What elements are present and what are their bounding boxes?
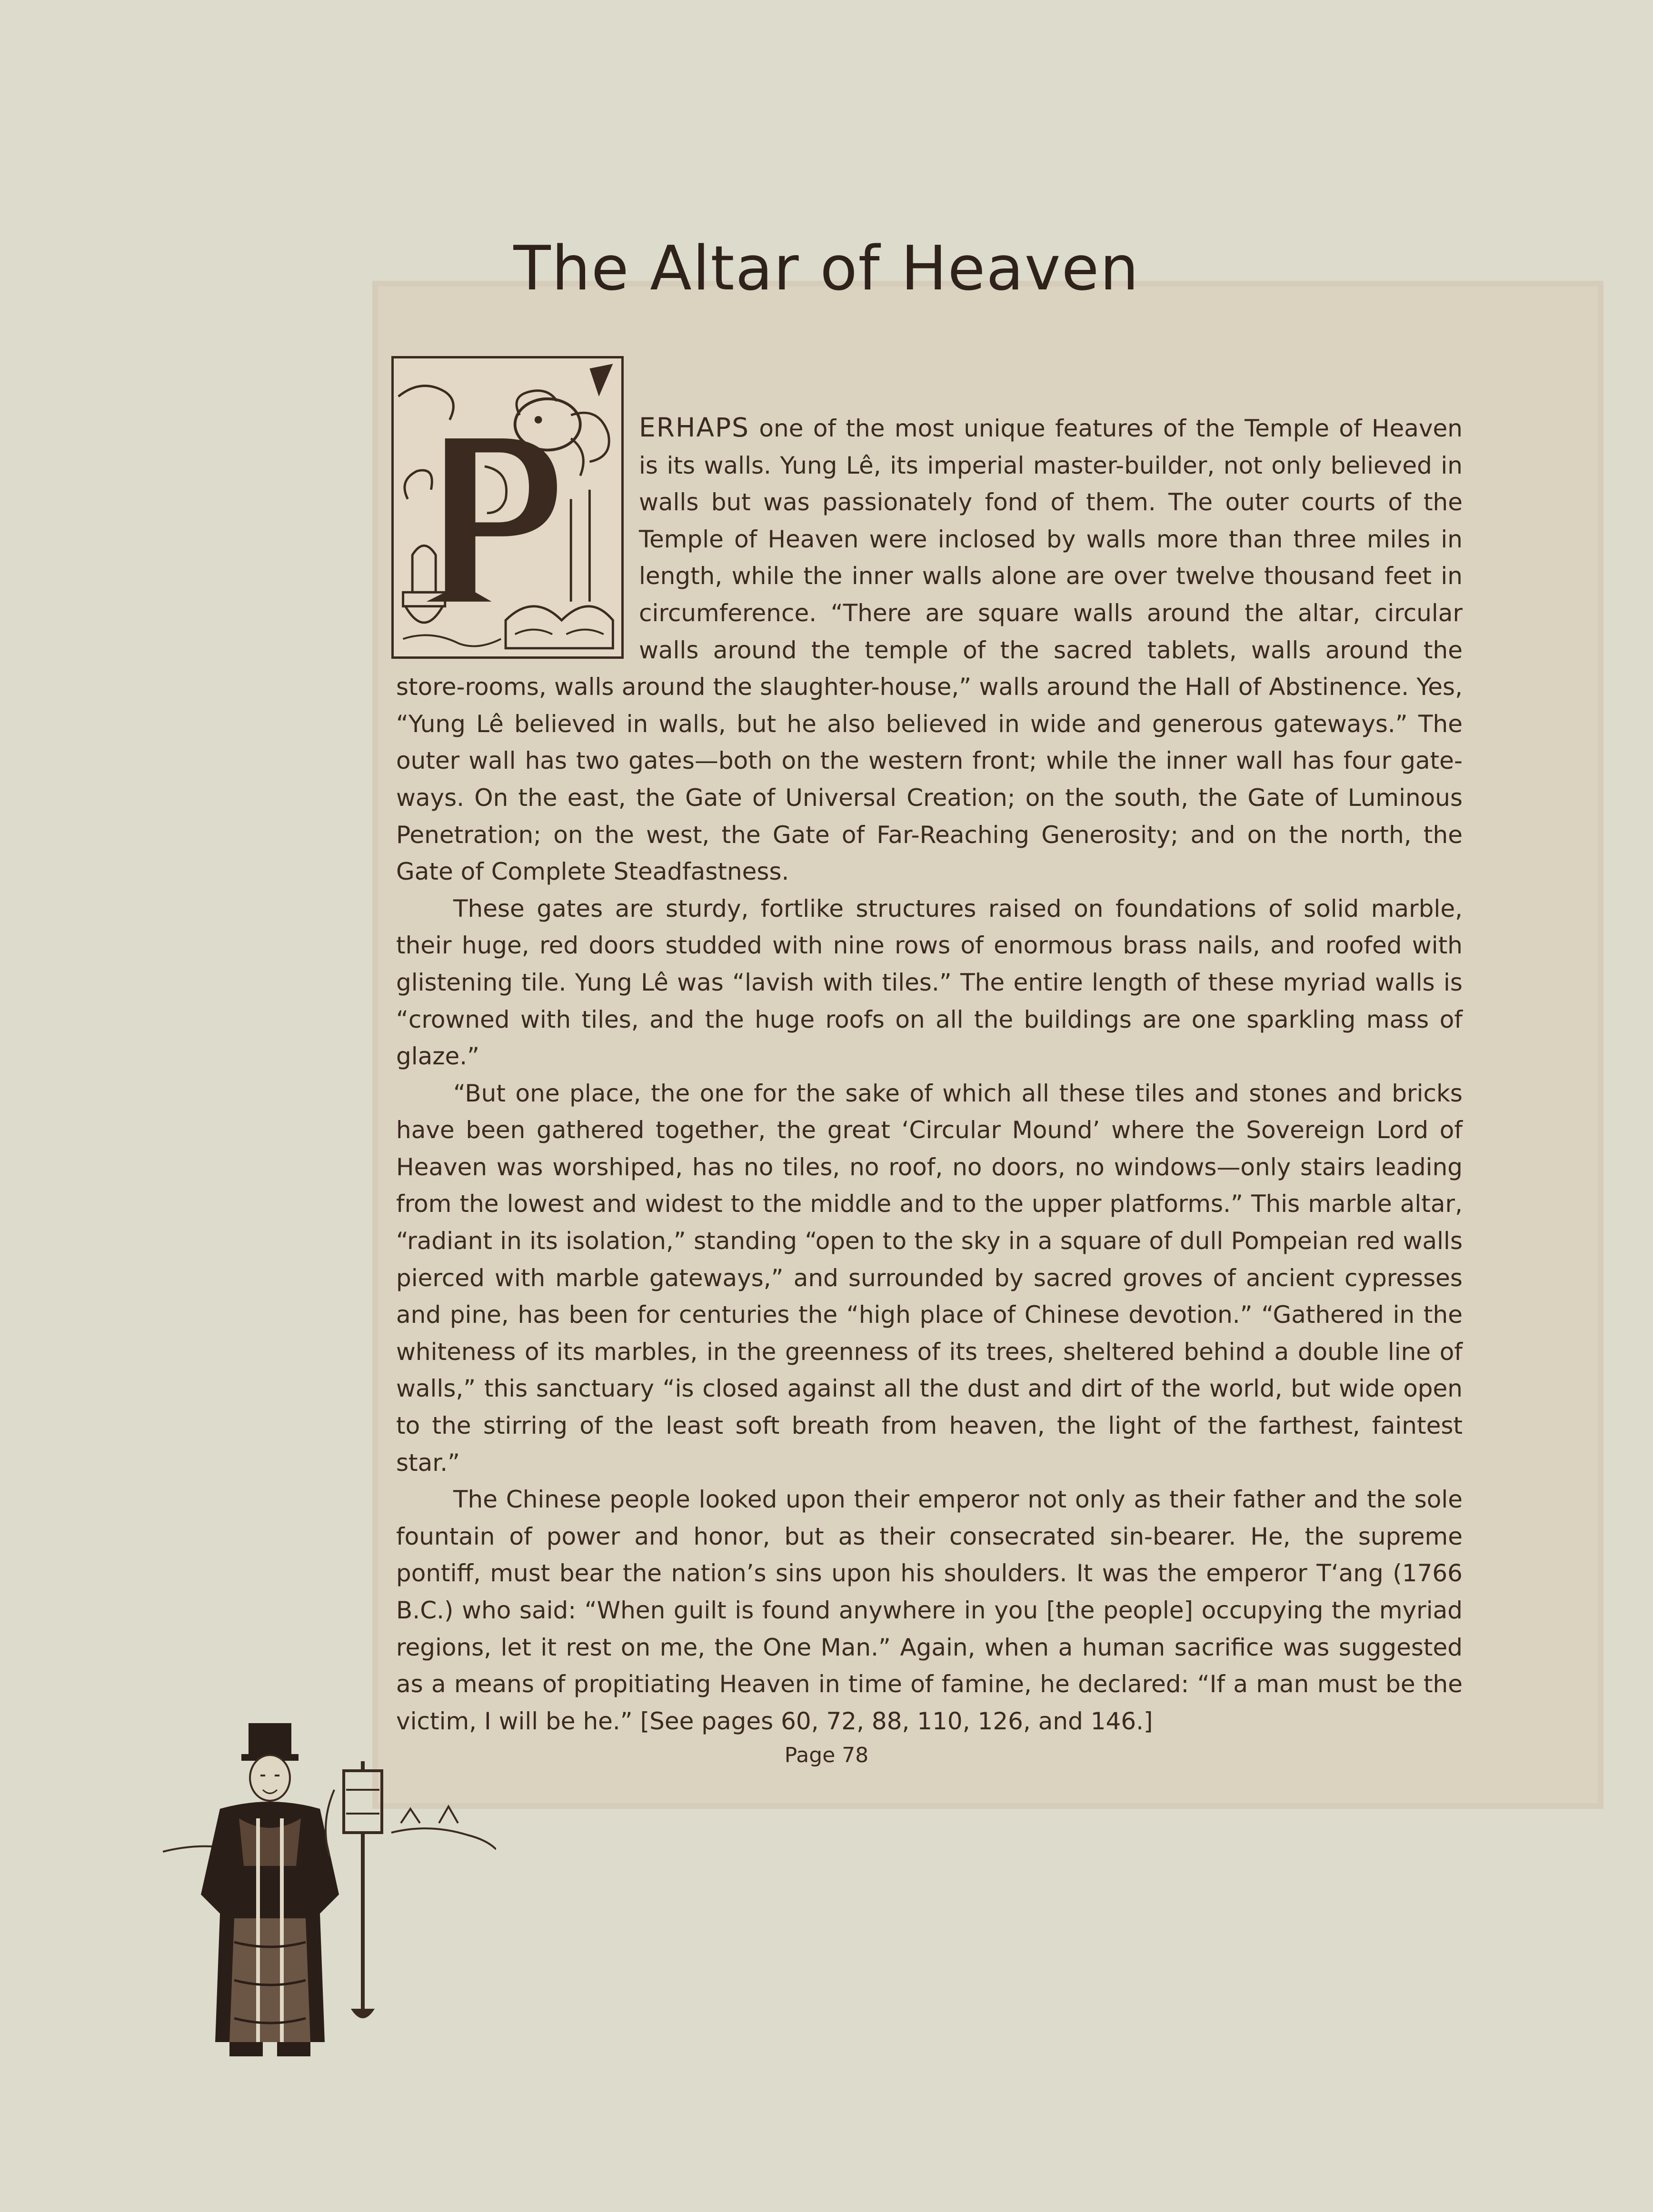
paragraph-2: These gates are sturdy, fortlike structures raised on foundations of solid marble, their huge, red doors studded with nine rows of enormous brass nails, and roofed with glistening tile. Yung Lê was “lavish with tiles.” The entire length of these myriad walls is “crowned with tiles, and the huge roofs on all the buildings are one sparkling mass of glaze.” bbox=[396, 894, 1463, 1071]
paragraph-3: “But one place, the one for the sake of which all these tiles and stones and bricks have been gathered together, the great ‘Circular Mound’ where the Sovereign Lord of Heaven was worshiped, has no tiles, no roof, no doors, no windows—only stairs leading from the lowest and widest to the middle and to the upper platforms.” This marble altar, “radiant in its isolation,” standing “open to the sky in a square of dull Pompeian red walls pierced with marble gateways,” and surrounded by sacred groves of ancient cypresses and pine, has been for centuries the “high place of Chinese devotion.” “Gathered in the whiteness of its marbles, in the greenness of its trees, sheltered behind a double line of walls,” this sanctuary “is closed against all the dust and dirt of the world, but wide open to the stirring of the least soft breath from heaven, the light of the farthest, faintest star.” bbox=[396, 1079, 1463, 1477]
drop-cap-continuation: ERHAPS bbox=[639, 412, 750, 443]
paragraph-4: The Chinese people looked upon their emperor not only as their father and the sole fountain of power and honor, but as their consecrated sin-bearer. He, the supreme pontiff, must bear the nation’s sins upon his shoulders. It was the emperor T‘ang (1766 B.C.) who said: “When guilt is found anywhere in you [the people] occupying the myriad regions, let it rest on me, the One Man.” Again, when a human sacrifice was suggested as a means of propitiating Heaven in time of famine, he declared: “If a man must be the victim, I will be he.” [See pages 60, 72, 88, 110, 126, and 146.] bbox=[396, 1486, 1463, 1735]
page-title: The Altar of Heaven bbox=[513, 233, 1140, 304]
page-number: Page 78 bbox=[784, 1743, 869, 1767]
body-text bbox=[396, 409, 1463, 1740]
paragraph-1-text: one of the most unique features of the Temple of Heaven is its walls. Yung Lê, its imperial master-builder, not only believed in walls but was passionately fond of them. The outer courts of the Temple of Heaven were inclosed by walls more than three miles in length, while the inner walls alone are over twelve thousand feet in circumference. “There are square walls around the altar, circular walls around the temple of the sacred tablets, walls around the store-rooms, walls around the slaughter-house,” walls around the Hall of Abstinence. Yes, “Yung Lê believed in walls, but he also believed in wide and generous gateways.” The outer wall has two gates—both on the western front; while the inner wall has four gate-ways. On the east, the Gate of Universal Creation; on the south, the Gate of Luminous Penetration; on the west, the Gate of Far-Reaching Generosity; and on the north, the Gate of Complete Steadfastness. bbox=[396, 415, 1463, 886]
initial-spacer bbox=[396, 409, 639, 662]
mandarin-figure-icon bbox=[163, 1714, 496, 2066]
